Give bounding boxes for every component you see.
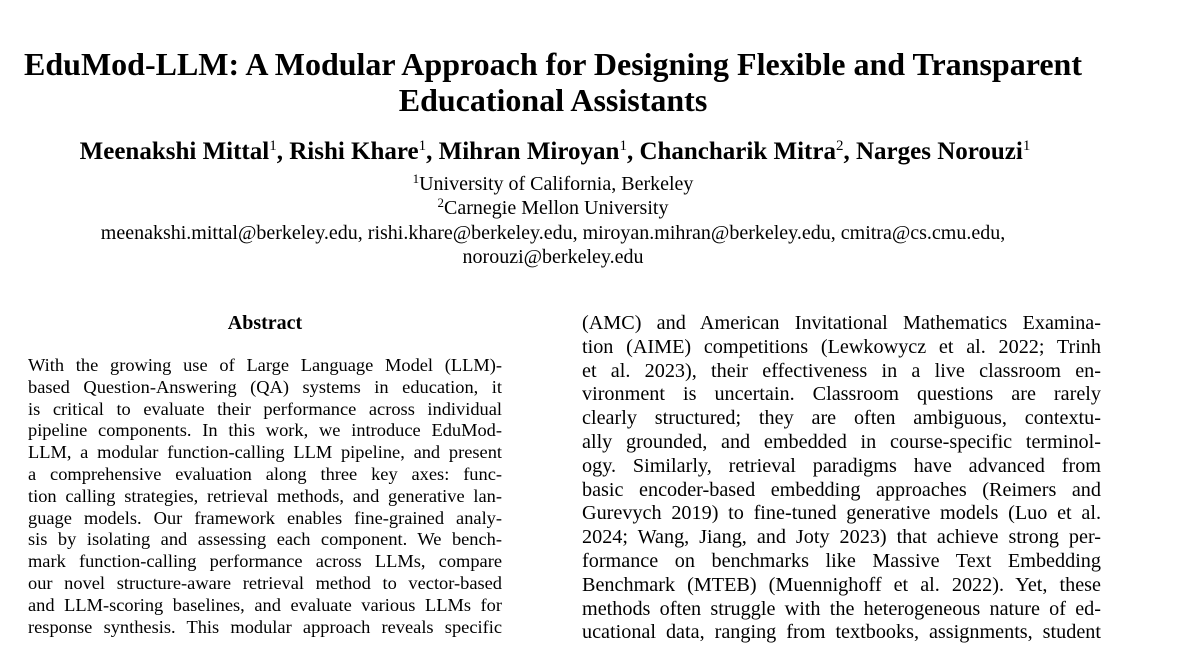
affiliation-name: Carnegie Mellon University (444, 197, 669, 219)
introduction-body (582, 312, 1101, 645)
abstract-line: our novel structure-aware retrieval method to vector-based (28, 572, 502, 593)
body-line: Gurevych 2019) to fine-tuned generative models (Luo et al. (582, 502, 1101, 525)
affiliation-number: 1 (412, 171, 420, 186)
author-name: Mihran Miroyan (438, 138, 620, 165)
author-affiliation-mark: 1 (619, 138, 627, 154)
body-line: ucational data, ranging from textbooks, assignments, student (582, 621, 1101, 644)
abstract-line: based Question-Answering (QA) systems in education, it (28, 376, 502, 397)
author-name: Narges Norouzi (855, 138, 1023, 165)
author-separator: , (626, 138, 640, 165)
author-separator: , (276, 138, 290, 165)
title-line: Educational Assistants (398, 82, 708, 118)
body-line: et al. 2023), their effectiveness in a live classroom en- (582, 359, 1101, 382)
author (856, 138, 1030, 165)
abstract-line: and LLM-scoring baselines, and evaluate various LLMs for (28, 594, 502, 615)
abstract-line: response synthesis. This modular approach reveals specific (28, 616, 502, 637)
body-line: methods often struggle with the heterogeneous nature of ed- (582, 597, 1101, 620)
body-line: tion (AIME) competitions (Lewkowycz et al. 2022; Trinh (582, 335, 1101, 358)
abstract-line: is critical to evaluate their performance across individual (28, 398, 502, 419)
author-affiliation-mark: 1 (269, 138, 277, 154)
affiliation-name: University of California, Berkeley (419, 173, 694, 195)
abstract-line: tion calling strategies, retrieval methods, and generative lan- (28, 485, 502, 506)
author-separator: , (426, 138, 439, 165)
body-line: formance on benchmarks like Massive Text Embedding (582, 549, 1101, 572)
author-affiliation-mark: 1 (418, 138, 427, 154)
body-line: vironment is uncertain. Classroom questions are rarely (582, 383, 1101, 406)
author (439, 138, 640, 165)
paper-title (0, 46, 1106, 118)
author-list (0, 137, 1110, 167)
author-name: Chancharik Mitra (639, 138, 836, 165)
author (289, 138, 438, 165)
body-line: ogy. Similarly, retrieval paradigms have advanced from (582, 454, 1101, 477)
title-line: EduMod-LLM: A Modular Approach for Designing Flexible and Transparent (24, 46, 1082, 82)
body-line: (AMC) and American Invitational Mathematics Examina- (582, 312, 1101, 334)
author (80, 138, 290, 165)
author-separator: , (843, 138, 856, 165)
abstract-body (28, 355, 502, 638)
email-line: meenakshi.mittal@berkeley.edu, rishi.khare@berkeley.edu, miroyan.mihran@berkeley.edu, cmitra@cs.cmu.edu, (100, 222, 1006, 244)
body-line: 2024; Wang, Jiang, and Joty 2023) that achieve strong per- (582, 526, 1101, 549)
abstract-line: sis by isolating and assessing each component. We bench- (28, 529, 502, 550)
body-line: Benchmark (MTEB) (Muennighoff et al. 2022). Yet, these (582, 573, 1101, 596)
author-affiliation-mark: 1 (1022, 138, 1031, 154)
body-line: clearly structured; they are often ambiguous, contextu- (582, 407, 1101, 430)
abstract-line: guage models. Our framework enables fine-grained analy- (28, 507, 502, 528)
abstract-heading: Abstract (227, 312, 303, 334)
author-name: Rishi Khare (289, 138, 419, 165)
abstract-line: a comprehensive evaluation along three key axes: func- (28, 463, 502, 484)
affiliation (0, 196, 1106, 220)
abstract-line: mark function-calling performance across LLMs, compare (28, 551, 502, 572)
author (639, 138, 856, 165)
abstract-line: With the growing use of Large Language Model (LLM)- (28, 355, 502, 375)
body-line: ally grounded, and embedded in course-specific terminol- (582, 430, 1101, 453)
email-line: norouzi@berkeley.edu (462, 246, 644, 268)
abstract-line: pipeline components. In this work, we introduce EduMod- (28, 420, 502, 441)
author-affiliation-mark: 2 (835, 138, 844, 154)
abstract-line: LLM, a modular function-calling LLM pipeline, and present (28, 442, 502, 463)
affiliation-number: 2 (437, 195, 445, 210)
author-name: Meenakshi Mittal (79, 138, 270, 165)
body-line: basic encoder-based embedding approaches (Reimers and (582, 478, 1101, 501)
affiliation (0, 172, 1106, 196)
